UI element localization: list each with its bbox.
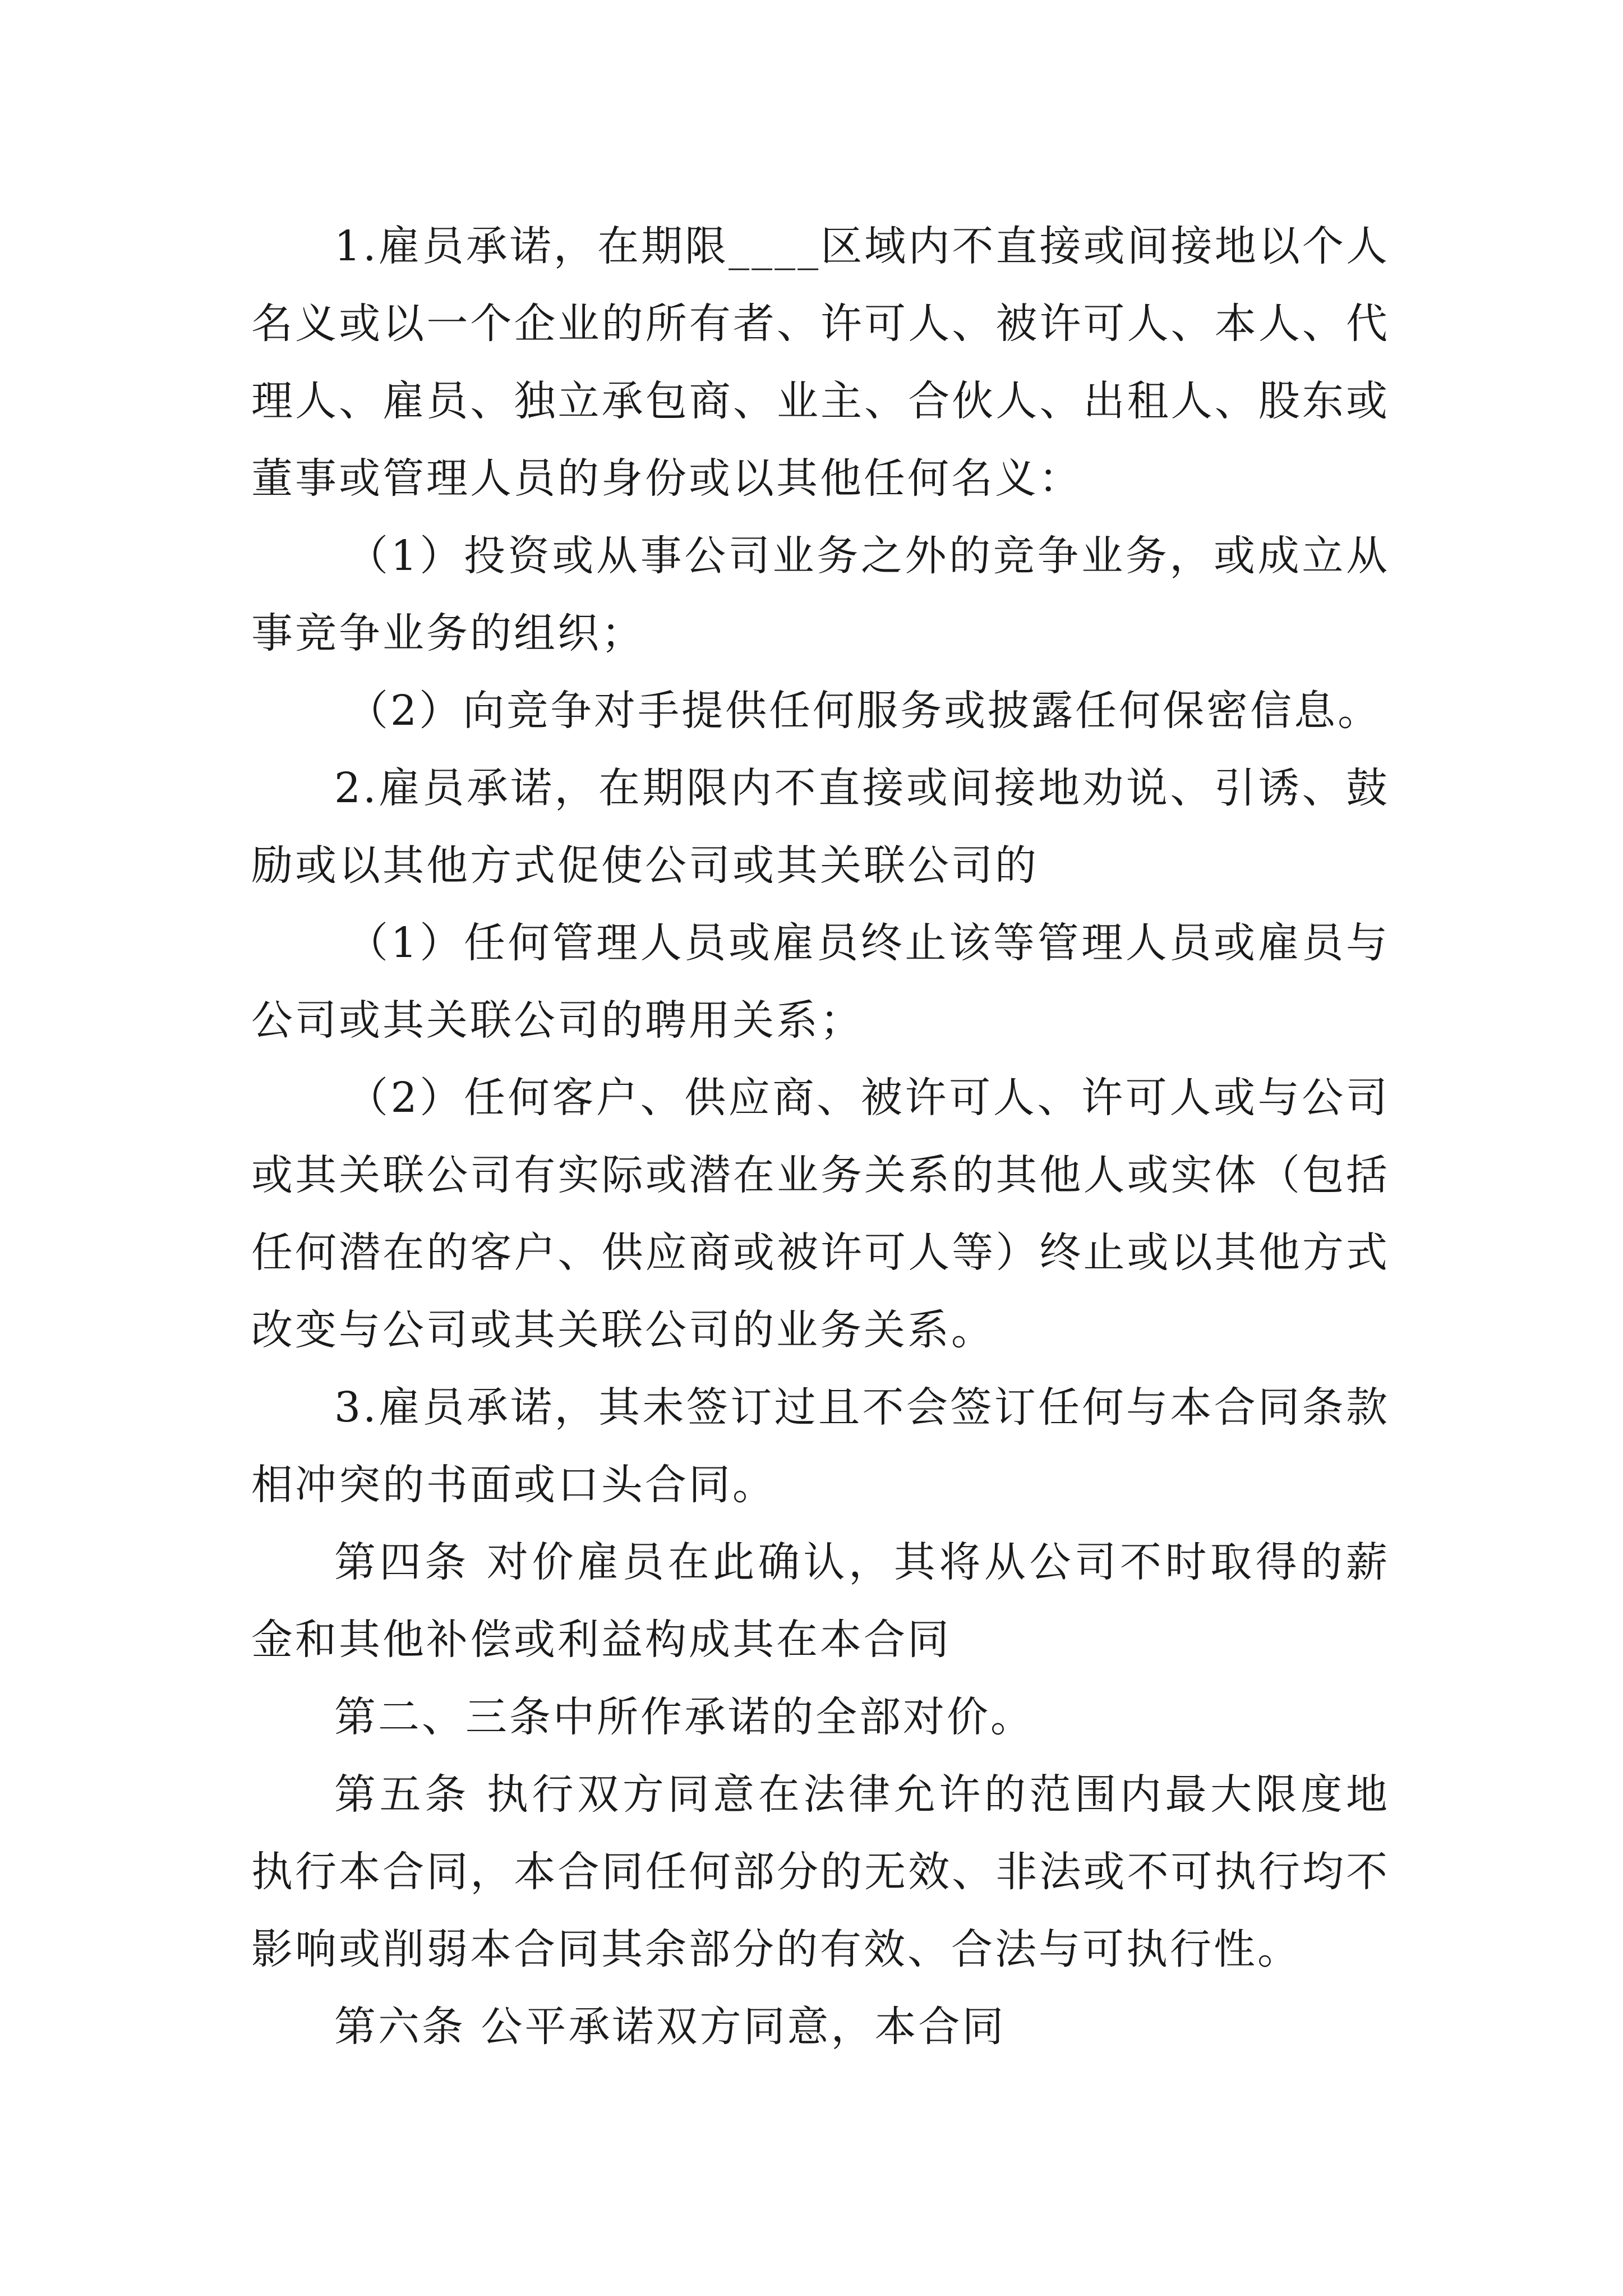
article-4-continuation: 第二、三条中所作承诺的全部对价。 <box>334 1693 1034 1741</box>
document-body <box>251 208 1390 2065</box>
clause-1-paragraph: 1.雇员承诺，在期限____区域内不直接或间接地以个人名义或以一个企业的所有者、许可人、被许可人、本人、代理人、雇员、独立承包商、业主、合伙人、出租人、股东或董事或管理人员的身份或以其他任何名义： <box>251 222 1390 503</box>
article-5-paragraph: 第五条 执行双方同意在法律允许的范围内最大限度地执行本合同，本合同任何部分的无效、非法或不可执行均不影响或削弱本合同其余部分的有效、合法与可执行性。 <box>251 1770 1390 1973</box>
article-4-paragraph: 第四条 对价雇员在此确认，其将从公司不时取得的薪金和其他补偿或利益构成其在本合同 <box>251 1538 1390 1664</box>
clause-1-item-1: （1）投资或从事公司业务之外的竞争业务，或成立从事竞争业务的组织； <box>251 532 1390 657</box>
clause-2-item-1: （1）任何管理人员或雇员终止该等管理人员或雇员与公司或其关联公司的聘用关系； <box>251 919 1390 1045</box>
clause-2-item-2: （2）任何客户、供应商、被许可人、许可人或与公司或其关联公司有实际或潜在业务关系的其他人或实体（包括任何潜在的客户、供应商或被许可人等）终止或以其他方式改变与公司或其关联公司的业务关系。 <box>251 1074 1390 1354</box>
clause-1-item-2: （2）向竞争对手提供任何服务或披露任何保密信息。 <box>347 687 1382 735</box>
clause-2-paragraph: 2.雇员承诺，在期限内不直接或间接地劝说、引诱、鼓励或以其他方式促使公司或其关联公司的 <box>251 764 1390 890</box>
article-6-paragraph: 第六条 公平承诺双方同意，本合同 <box>334 2003 1006 2051</box>
clause-3-paragraph: 3.雇员承诺，其未签订过且不会签订任何与本合同条款相冲突的书面或口头合同。 <box>251 1383 1390 1509</box>
